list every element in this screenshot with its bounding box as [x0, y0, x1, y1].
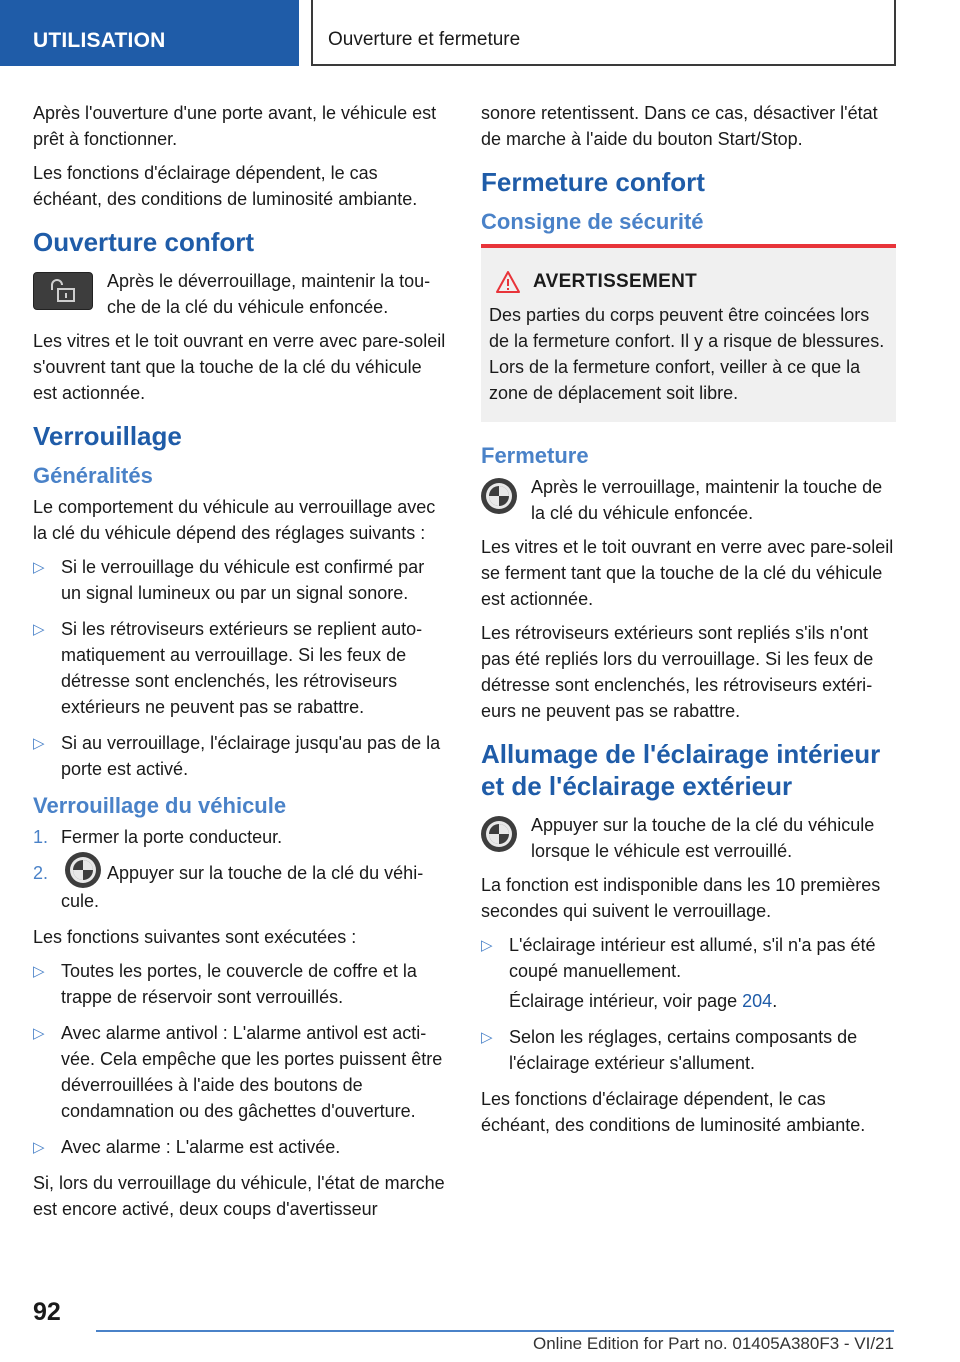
lighting-list: [481, 932, 896, 1076]
edition-text: Online Edition for Part no. 01405A380F3 - VI/21: [532, 1334, 894, 1353]
list-item: ▷ Avec alarme : L'alarme est activée.: [33, 1134, 448, 1160]
lighting-conditions-paragraph: Les fonctions d'éclairage dépendent, le cas échéant, des conditions de luminosité ambiante.: [481, 1089, 866, 1135]
right-column: [481, 100, 896, 1146]
horn-paragraph: Si, lors du verrouillage du véhicule, l'état de marche est encore activé, deux coups d'avertisseur: [33, 1173, 445, 1220]
unavailable-paragraph: La fonction est indisponible dans les 10 premières secondes qui suivent le verrouillage.: [481, 875, 881, 921]
heading-lock-vehicle: Verrouillage du véhicule: [33, 793, 287, 818]
comfort-open-text: Après le déverrouillage, maintenir la touche de la clé du véhicule enfoncée.: [107, 271, 431, 317]
bmw-key-button-icon: [481, 478, 517, 514]
windows-open-paragraph: Les vitres et le toit ouvrant en verre avec pare-soleil s'ouvrent tant que la touche de la clé du véhicule est actionnée.: [33, 331, 446, 403]
warning-box: [481, 244, 896, 422]
warning-title: AVERTISSEMENT: [495, 270, 888, 294]
list-item: ▷ Si le verrouillage du véhicule est confirmé par un signal lumineux ou par un signal sonore.: [33, 557, 425, 603]
footer-divider: [96, 1330, 894, 1332]
lock-steps: [33, 824, 448, 914]
heading-comfort-open: Ouverture confort: [33, 227, 255, 257]
heading-general: Généralités: [33, 463, 153, 488]
triangle-bullet-icon: ▷: [33, 621, 45, 638]
step-item: 1. Fermer la porte conducteur.: [33, 827, 283, 847]
list-item: ▷ Avec alarme antivol : L'alarme antivol est activée. Cela empêche que les portes puissent être déverrouillées à l'aide des boutons de condamnation ou des gâchettes d'ouverture.: [33, 1023, 443, 1122]
left-column: [33, 100, 448, 1230]
bmw-key-button-icon: [65, 852, 101, 888]
warning-text: Des parties du corps peuvent être coincées lors de la fermeture confort. Il y a risque de blessures. Lors de la fermeture confort, veiller à ce que la zone de déplacement soit libre.: [489, 305, 885, 403]
list-item: ▷ L'éclairage intérieur est allumé, s'il n'a pas été coupé manuellement. Éclairage intérieur, voir page 204.: [481, 932, 896, 1014]
executed-functions-intro: Les fonctions suivantes sont exécutées :: [33, 927, 357, 948]
lighting-instruction: [481, 812, 896, 864]
list-item: ▷ Toutes les portes, le couvercle de coffre et la trappe de réservoir sont verrouillés.: [33, 961, 417, 1008]
warning-triangle-icon: [495, 270, 521, 294]
windows-close-paragraph: Les vitres et le toit ouvrant en verre avec pare-soleil se ferment tant que la touche de la clé du véhicule est actionnée.: [481, 537, 894, 609]
intro-paragraph: Après l'ouverture d'une porte avant, le véhicule est prêt à fonctionner.: [33, 103, 437, 149]
triangle-bullet-icon: ▷: [33, 963, 45, 981]
lighting-text: Appuyer sur la touche de la clé du véhicule lorsque le véhicule est verrouillé.: [531, 815, 875, 861]
triangle-bullet-icon: ▷: [481, 937, 493, 954]
cross-reference: Éclairage intérieur, voir page 204.: [509, 991, 778, 1011]
page-number: 92: [33, 1298, 61, 1326]
closing-text: Après le verrouillage, maintenir la touche de la clé du véhicule enfoncée.: [531, 477, 883, 523]
lighting-note: Les fonctions d'éclairage dépendent, le cas échéant, des conditions de luminosité ambiante.: [33, 163, 418, 209]
list-item: ▷ Selon les réglages, certains composants de l'éclairage extérieur s'allument.: [481, 1027, 858, 1073]
mirrors-paragraph: Les rétroviseurs extérieurs sont repliés s'ils n'ont pas été repliés lors du verrouillage. Si les feux de détresse sont enclenchés, les rétroviseurs extérieurs ne peuvent pas se rabattre.: [481, 623, 874, 721]
triangle-bullet-icon: ▷: [33, 559, 45, 576]
heading-safety: Consigne de sécurité: [481, 209, 704, 234]
closing-instruction: [481, 474, 896, 526]
chapter-title: Ouverture et fermeture: [311, 0, 896, 66]
triangle-bullet-icon: ▷: [481, 1029, 493, 1046]
general-paragraph: Le comportement du véhicule au verrouillage avec la clé du véhicule dépend des réglages suivants :: [33, 497, 436, 543]
list-item: ▷ Si les rétroviseurs extérieurs se replient automatiquement au verrouillage. Si les feux de détresse sont enclenchés, les rétroviseurs extérieurs ne peuvent pas se rabattre.: [33, 619, 423, 717]
executed-functions-list: [33, 958, 448, 1160]
section-tab: UTILISATION: [0, 0, 299, 66]
heading-closing: Fermeture: [481, 443, 589, 468]
page-header: [0, 0, 960, 66]
unlock-key-icon: [33, 272, 93, 310]
horn-paragraph-continued: sonore retentissent. Dans ce cas, désactiver l'état de marche à l'aide du bouton Start/Stop.: [481, 103, 878, 149]
step-item: 2. Appuyer sur la touche de la clé du véhicule.: [33, 860, 448, 914]
list-item: ▷ Si au verrouillage, l'éclairage jusqu'au pas de la porte est activé.: [33, 733, 441, 779]
triangle-bullet-icon: ▷: [33, 735, 45, 752]
comfort-open-instruction: [33, 268, 448, 320]
triangle-bullet-icon: ▷: [33, 1025, 45, 1043]
settings-list: [33, 554, 448, 782]
heading-comfort-close: Fermeture confort: [481, 167, 705, 197]
bmw-key-button-icon: [481, 816, 517, 852]
triangle-bullet-icon: ▷: [33, 1139, 45, 1157]
page-link-204[interactable]: 204: [742, 991, 773, 1011]
heading-lighting: Allumage de l'éclairage intérieur et de l'éclairage extérieur: [481, 739, 881, 801]
heading-locking: Verrouillage: [33, 421, 182, 451]
